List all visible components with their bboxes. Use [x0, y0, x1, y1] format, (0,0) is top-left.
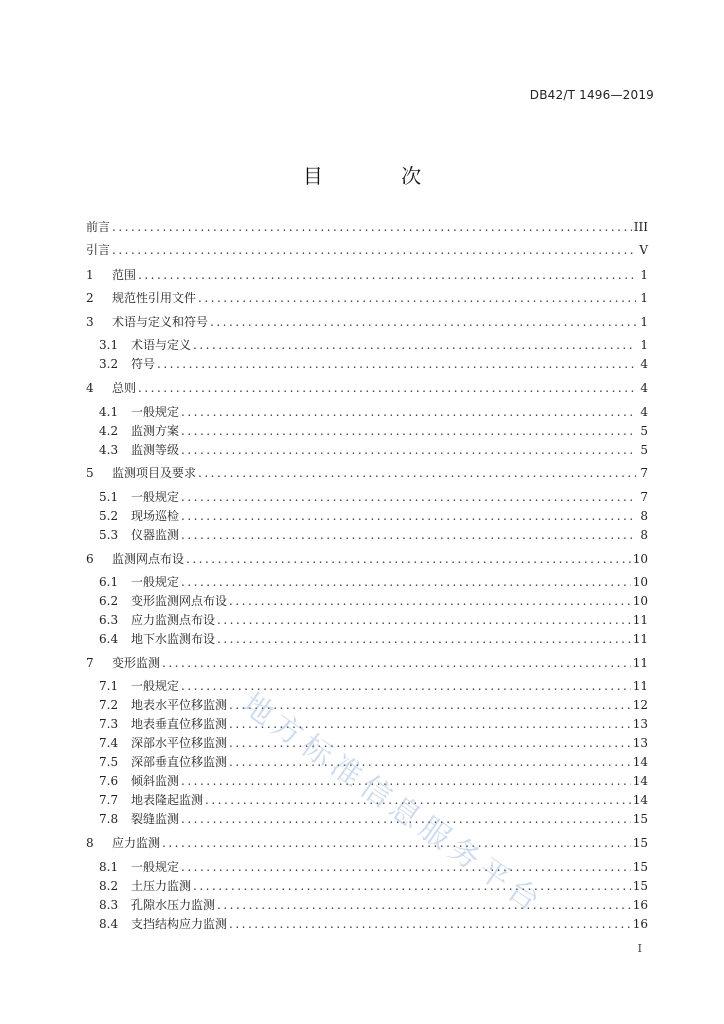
toc-entry-label: 监测网点布设 — [112, 552, 185, 566]
toc-entry-label: 符号 — [131, 357, 156, 371]
toc-entry[interactable] — [99, 792, 648, 808]
toc-entry[interactable] — [99, 489, 648, 505]
page-title: 目 次 — [302, 164, 458, 188]
toc-entry-number: 7.7 — [99, 793, 119, 807]
toc-entry-label: 监测等级 — [131, 443, 180, 457]
toc-entry-page: 10 — [632, 552, 648, 566]
toc-entry-page: 1 — [640, 338, 648, 352]
toc-entry-label: 一般规定 — [131, 405, 180, 419]
toc-entry[interactable] — [99, 916, 648, 932]
toc-entry-label: 孔隙水压力监测 — [131, 898, 216, 912]
toc-entry-page: 1 — [640, 291, 648, 305]
toc-leader-dots — [112, 242, 636, 258]
toc-entry[interactable] — [99, 574, 648, 590]
toc-leader-dots — [217, 612, 631, 628]
toc-entry-page: 14 — [632, 793, 648, 807]
toc-entry-label: 土压力监测 — [131, 879, 192, 893]
toc-entry-page: 15 — [632, 812, 648, 826]
toc-entry-number: 7.6 — [99, 774, 119, 788]
toc-entry[interactable] — [99, 897, 648, 913]
toc-entry[interactable] — [99, 735, 648, 751]
toc-entry[interactable] — [86, 219, 648, 235]
toc-entry[interactable] — [99, 754, 648, 770]
toc-leader-dots — [181, 678, 631, 694]
toc-entry[interactable] — [99, 716, 648, 732]
toc-entry-number: 6.3 — [99, 613, 119, 627]
toc-leader-dots — [181, 527, 636, 543]
watermark: 地方标准信息服务平台 — [235, 686, 551, 922]
toc-entry-page: 15 — [632, 860, 648, 874]
toc-leader-dots — [229, 916, 631, 932]
toc-entry-page: 11 — [632, 656, 648, 670]
toc-leader-dots — [217, 897, 631, 913]
toc-entry[interactable] — [99, 697, 648, 713]
toc-leader-dots — [181, 423, 636, 439]
toc-entry-number: 3.2 — [99, 357, 119, 371]
toc-entry[interactable] — [99, 337, 648, 353]
toc-entry[interactable] — [86, 465, 648, 481]
toc-leader-dots — [198, 290, 636, 306]
toc-entry-page: 14 — [632, 755, 648, 769]
toc-leader-dots — [193, 878, 631, 894]
toc-entry-label: 地表水平位移监测 — [131, 698, 228, 712]
toc-entry-label: 一般规定 — [131, 860, 180, 874]
toc-leader-dots — [181, 442, 636, 458]
toc-entry-page: 1 — [640, 315, 648, 329]
toc-leader-dots — [229, 716, 631, 732]
toc-entry-number: 8 — [86, 836, 94, 850]
toc-entry[interactable] — [99, 423, 648, 439]
toc-leader-dots — [193, 337, 636, 353]
toc-entry-number: 8.1 — [99, 860, 119, 874]
toc-entry[interactable] — [86, 551, 648, 567]
toc-entry[interactable] — [99, 612, 648, 628]
toc-leader-dots — [112, 219, 632, 235]
toc-entry-label: 一般规定 — [131, 679, 180, 693]
toc-entry-label: 裂缝监测 — [131, 812, 180, 826]
toc-entry-number: 7.1 — [99, 679, 119, 693]
toc-entry-number: 4.3 — [99, 443, 119, 457]
toc-entry-page: 10 — [632, 594, 648, 608]
toc-entry-page: 4 — [640, 405, 648, 419]
toc-entry[interactable] — [99, 631, 648, 647]
toc-entry-label: 深部水平位移监测 — [131, 736, 228, 750]
toc-entry-label: 应力监测 — [112, 836, 161, 850]
toc-entry-page: 11 — [632, 613, 648, 627]
toc-entry[interactable] — [86, 290, 648, 306]
toc-entry-number: 5.2 — [99, 509, 119, 523]
toc-entry-number: 4.1 — [99, 405, 119, 419]
toc-entry-page: 11 — [632, 632, 648, 646]
toc-entry[interactable] — [99, 442, 648, 458]
toc-entry-label: 监测方案 — [131, 424, 180, 438]
toc-entry-page: V — [639, 243, 648, 257]
toc-leader-dots — [181, 773, 631, 789]
toc-entry-label: 变形监测 — [112, 656, 161, 670]
toc-entry-number: 7 — [86, 656, 94, 670]
toc-entry-number: 8.4 — [99, 917, 119, 931]
toc-entry-label: 现场巡检 — [131, 509, 180, 523]
toc-entry-number: 7.5 — [99, 755, 119, 769]
toc-entry-label: 地下水监测布设 — [131, 632, 216, 646]
toc-entry[interactable] — [86, 242, 648, 258]
toc-entry-label: 术语与定义和符号 — [112, 315, 209, 329]
toc-entry-number: 7.8 — [99, 812, 119, 826]
toc-entry-number: 6.4 — [99, 632, 119, 646]
toc-entry-number: 2 — [86, 291, 94, 305]
toc-entry-page: 15 — [632, 836, 648, 850]
toc-entry-page: 1 — [640, 268, 648, 282]
toc-entry-number: 6 — [86, 552, 94, 566]
toc-leader-dots — [157, 356, 636, 372]
standard-code: DB42/T 1496—2019 — [529, 88, 654, 102]
toc-entry-number: 5.3 — [99, 528, 119, 542]
toc-entry[interactable] — [99, 678, 648, 694]
toc-entry-number: 7.2 — [99, 698, 119, 712]
toc-entry[interactable] — [99, 593, 648, 609]
toc-entry-number: 7.4 — [99, 736, 119, 750]
toc-entry-page: 12 — [632, 698, 648, 712]
toc-leader-dots — [162, 655, 631, 671]
toc-entry-number: 7.3 — [99, 717, 119, 731]
toc-entry[interactable] — [86, 267, 648, 283]
toc-entry-label: 一般规定 — [131, 490, 180, 504]
toc-entry-label: 深部垂直位移监测 — [131, 755, 228, 769]
toc-leader-dots — [181, 574, 631, 590]
toc-leader-dots — [229, 697, 631, 713]
toc-entry[interactable] — [99, 356, 648, 372]
toc-entry[interactable] — [86, 380, 648, 396]
toc-entry-number: 6.1 — [99, 575, 119, 589]
toc-entry-page: 5 — [640, 443, 648, 457]
toc-leader-dots — [138, 380, 636, 396]
page-number: I — [637, 942, 642, 955]
toc-entry-page: 5 — [640, 424, 648, 438]
toc-leader-dots — [181, 811, 631, 827]
toc-leader-dots — [181, 489, 636, 505]
toc-entry-label: 支挡结构应力监测 — [131, 917, 228, 931]
toc-entry-page: 13 — [632, 717, 648, 731]
toc-leader-dots — [229, 593, 631, 609]
toc-entry-label: 一般规定 — [131, 575, 180, 589]
toc-leader-dots — [210, 314, 636, 330]
toc-entry-label: 监测项目及要求 — [112, 466, 197, 480]
toc-entry-page: 15 — [632, 879, 648, 893]
toc-leader-dots — [229, 754, 631, 770]
toc-entry-label: 仪器监测 — [131, 528, 180, 542]
toc-entry-label: 规范性引用文件 — [112, 291, 197, 305]
toc-entry[interactable] — [99, 527, 648, 543]
toc-entry-label: 引言 — [86, 243, 111, 257]
toc-entry-label: 倾斜监测 — [131, 774, 180, 788]
toc-entry-label: 前言 — [86, 220, 111, 234]
toc-entry-page: 11 — [632, 679, 648, 693]
toc-entry-number: 5 — [86, 466, 94, 480]
toc-entry-page: 16 — [632, 898, 648, 912]
toc-leader-dots — [229, 735, 631, 751]
toc-entry-label: 地表隆起监测 — [131, 793, 204, 807]
toc-entry[interactable] — [86, 835, 648, 851]
toc-leader-dots — [181, 859, 631, 875]
toc-entry[interactable] — [86, 655, 648, 671]
toc-entry-page: III — [633, 220, 648, 234]
toc-entry[interactable] — [99, 508, 648, 524]
toc-entry-page: 7 — [640, 490, 648, 504]
toc-leader-dots — [205, 792, 631, 808]
toc-entry-number: 4 — [86, 381, 94, 395]
toc-leader-dots — [186, 551, 631, 567]
toc-entry-label: 术语与定义 — [131, 338, 192, 352]
toc-entry-page: 8 — [640, 528, 648, 542]
toc-entry-number: 4.2 — [99, 424, 119, 438]
toc-entry-label: 总则 — [112, 381, 137, 395]
toc-entry-label: 变形监测网点布设 — [131, 594, 228, 608]
toc-entry[interactable] — [86, 314, 648, 330]
toc-entry-page: 13 — [632, 736, 648, 750]
toc-entry-number: 3 — [86, 315, 94, 329]
toc-entry-number: 5.1 — [99, 490, 119, 504]
toc-leader-dots — [181, 508, 636, 524]
toc-entry-page: 8 — [640, 509, 648, 523]
toc-entry-page: 4 — [640, 381, 648, 395]
toc-entry-page: 7 — [640, 466, 648, 480]
toc-leader-dots — [162, 835, 631, 851]
toc-entry-number: 3.1 — [99, 338, 119, 352]
toc-entry[interactable] — [99, 404, 648, 420]
toc-entry-page: 4 — [640, 357, 648, 371]
toc-leader-dots — [138, 267, 636, 283]
toc-entry-page: 10 — [632, 575, 648, 589]
toc-leader-dots — [217, 631, 631, 647]
toc-entry-page: 14 — [632, 774, 648, 788]
toc-entry-number: 8.3 — [99, 898, 119, 912]
toc-leader-dots — [198, 465, 636, 481]
toc-entry-number: 8.2 — [99, 879, 119, 893]
toc-entry-number: 1 — [86, 268, 94, 282]
toc-entry[interactable] — [99, 811, 648, 827]
toc-entry-label: 范围 — [112, 268, 137, 282]
toc-entry[interactable] — [99, 773, 648, 789]
toc-leader-dots — [181, 404, 636, 420]
toc-entry-label: 应力监测点布设 — [131, 613, 216, 627]
toc-entry[interactable] — [99, 859, 648, 875]
toc-entry-page: 16 — [632, 917, 648, 931]
toc-entry[interactable] — [99, 878, 648, 894]
toc-entry-label: 地表垂直位移监测 — [131, 717, 228, 731]
toc-entry-number: 6.2 — [99, 594, 119, 608]
